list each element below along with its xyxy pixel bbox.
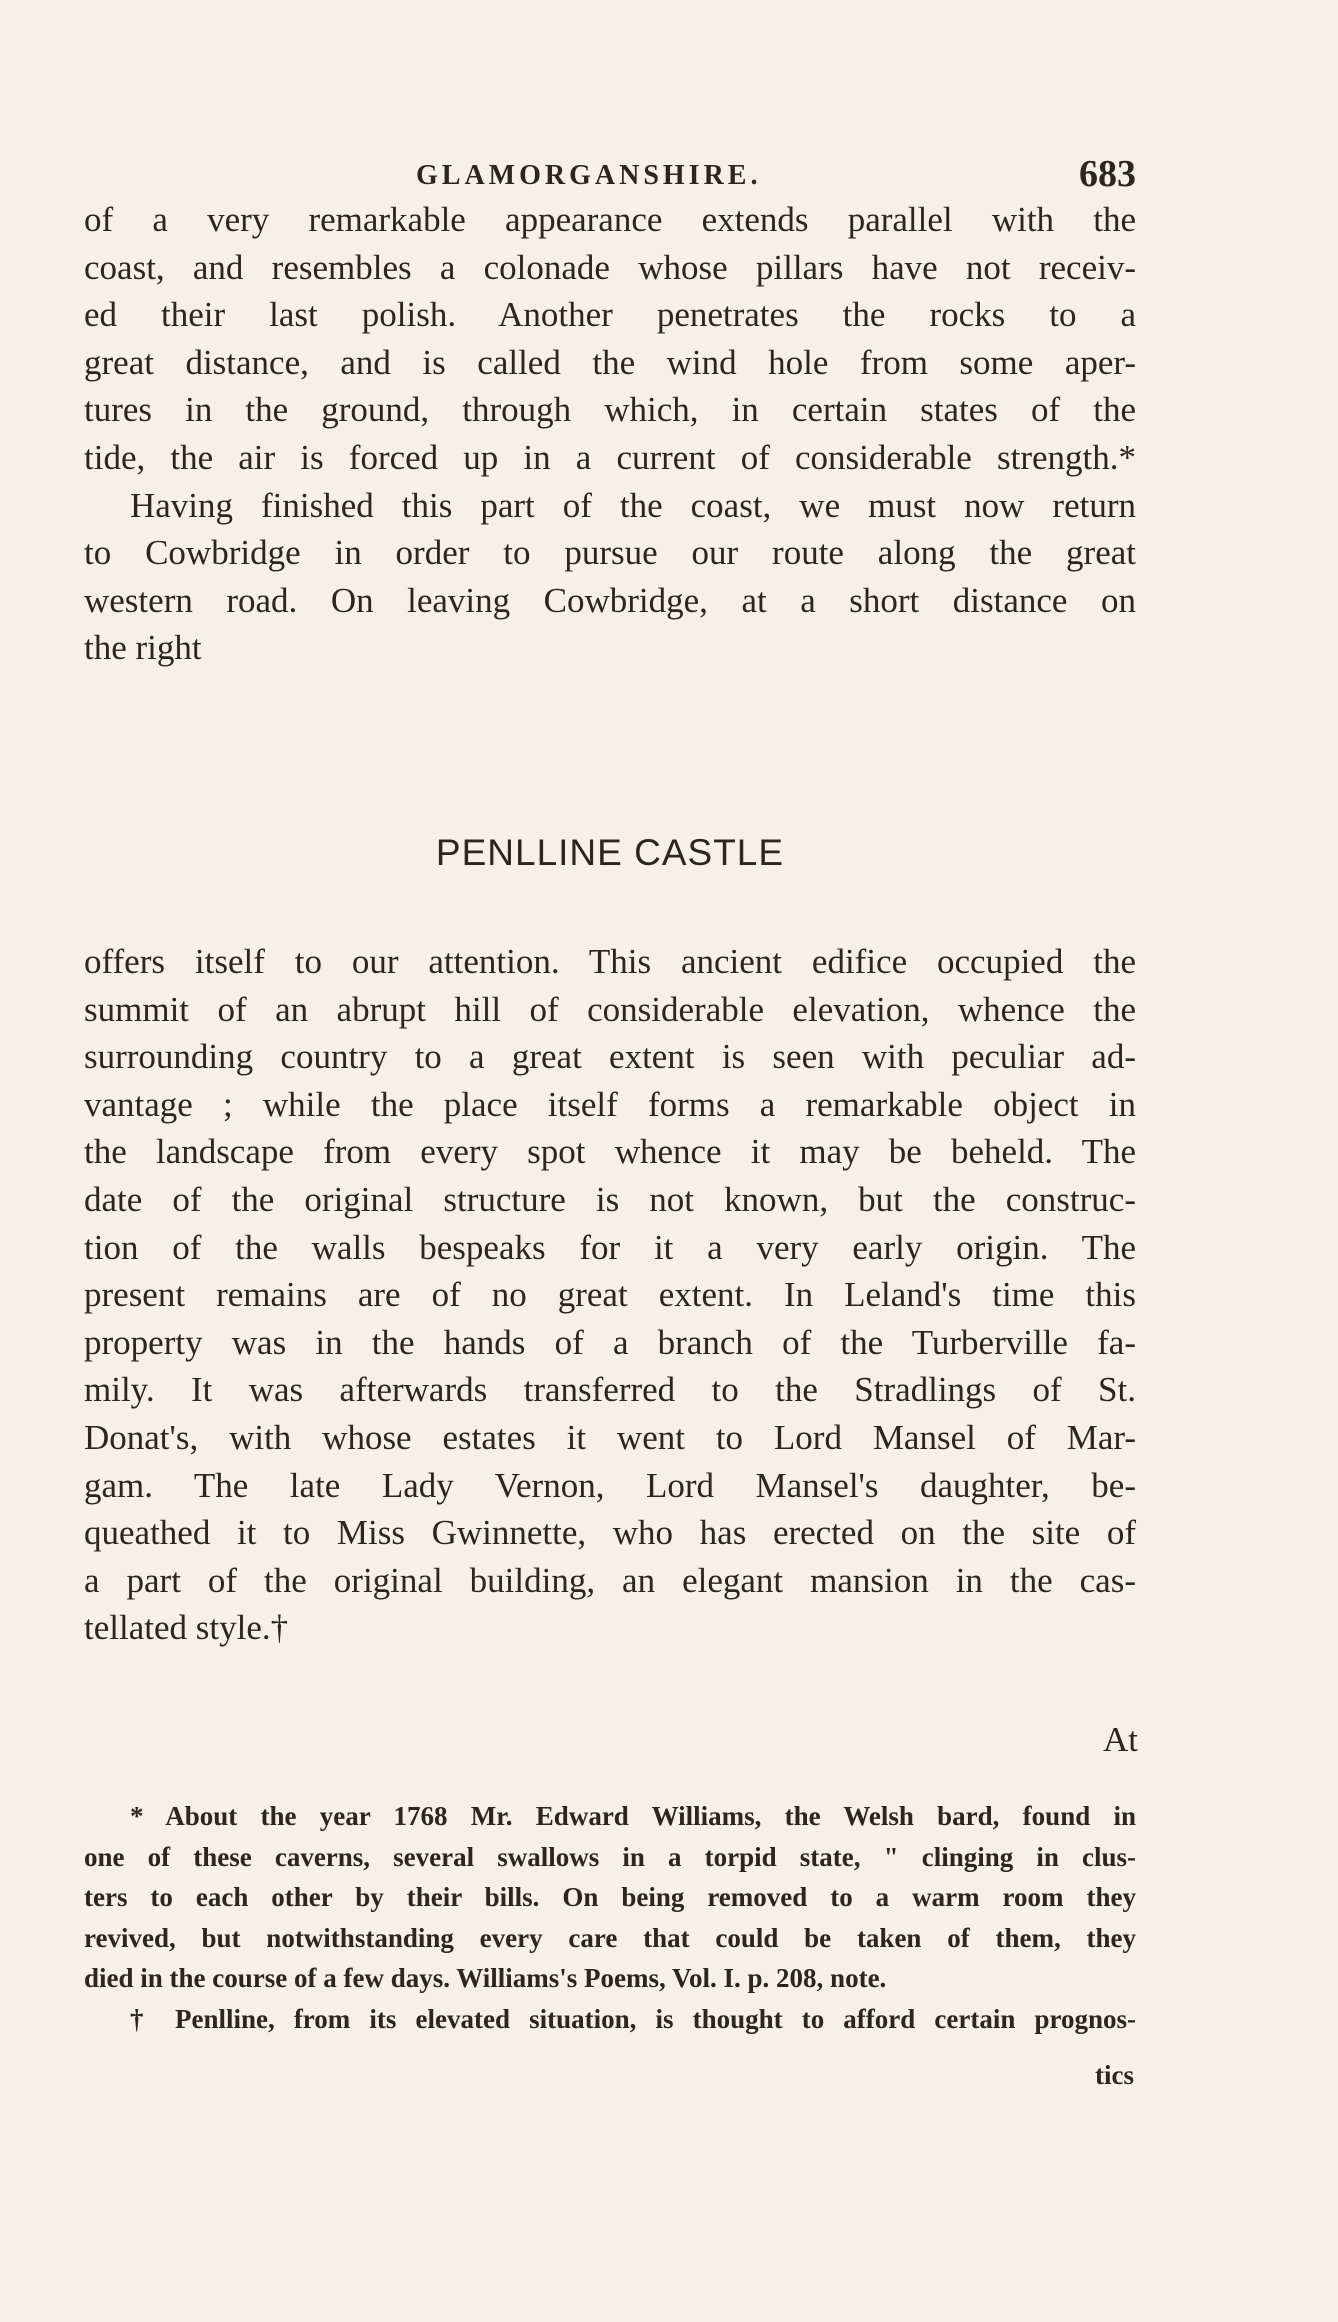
footnote-line: † Penlline, from its elevated situation, is thought to afford certain prognos- — [130, 2003, 1136, 2034]
footnote-line: one of these caverns, several swallows in a torpid state, " clinging in clus- — [84, 1841, 1136, 1872]
text-line: Having finished this part of the coast, we must now return — [130, 485, 1136, 525]
text-line: a part of the original building, an elegant mansion in the cas- — [84, 1560, 1136, 1600]
text-line: great distance, and is called the wind hole from some aper- — [84, 342, 1136, 382]
paragraph-penlline-castle — [84, 938, 1136, 1652]
text-line: gam. The late Lady Vernon, Lord Mansel's daughter, be- — [84, 1465, 1136, 1505]
text-line: date of the original structure is not known, but the construc- — [84, 1179, 1136, 1219]
text-line: western road. On leaving Cowbridge, at a short distance on — [84, 580, 1136, 620]
text-line: summit of an abrupt hill of considerable elevation, whence the — [84, 989, 1136, 1029]
text-line: of a very remarkable appearance extends parallel with the — [84, 200, 1136, 239]
text-line: tures in the ground, through which, in certain states of the — [84, 390, 1136, 430]
text-line: tide, the air is forced up in a current of considerable strength.* — [84, 437, 1136, 477]
text-line: queathed it to Miss Gwinnette, who has erected on the site of — [84, 1513, 1136, 1553]
footnotes — [84, 1796, 1136, 2039]
text-line: tion of the walls bespeaks for it a very early origin. The — [84, 1227, 1136, 1267]
text-line: the right — [84, 628, 202, 668]
text-line: offers itself to our attention. This ancient edifice occupied the — [84, 942, 1136, 981]
text-line: present remains are of no great extent. In Leland's time this — [84, 1275, 1136, 1315]
footnote-line: ters to each other by their bills. On being removed to a warm room they — [84, 1882, 1136, 1912]
section-heading: PENLLINE CASTLE — [435, 832, 785, 873]
text-line: Donat's, with whose estates it went to Lord Mansel of Mar- — [84, 1417, 1136, 1457]
page-number: 683 — [1079, 153, 1136, 195]
running-head: GLAMORGANSHIRE. — [416, 160, 762, 191]
text-line: vantage ; while the place itself forms a remarkable object in — [84, 1084, 1136, 1124]
paragraph-caves — [84, 196, 1136, 482]
footnote-line: * About the year 1768 Mr. Edward Williams, the Welsh bard, found in — [130, 1801, 1136, 1831]
text-line: mily. It was afterwards transferred to the Stradlings of St. — [84, 1370, 1136, 1410]
text-line: coast, and resembles a colonade whose pillars have not receiv- — [84, 247, 1136, 287]
footnote-line: revived, but notwithstanding every care that could be taken of them, they — [84, 1922, 1136, 1953]
text-line: tellated style.† — [84, 1608, 289, 1648]
text-line: the landscape from every spot whence it may be beheld. The — [84, 1132, 1136, 1172]
text-line: to Cowbridge in order to pursue our route along the great — [84, 533, 1136, 573]
text-line: property was in the hands of a branch of the Turberville fa- — [84, 1322, 1136, 1362]
footnote-line: died in the course of a few days. Williams's Poems, Vol. I. p. 208, note. — [84, 1963, 887, 1993]
catchword: At — [1103, 1720, 1138, 1759]
footnote-catchword: tics — [1095, 2060, 1134, 2090]
text-line: surrounding country to a great extent is seen with peculiar ad- — [84, 1037, 1136, 1077]
paragraph-route — [84, 482, 1136, 672]
text-line: ed their last polish. Another penetrates the rocks to a — [84, 295, 1136, 335]
